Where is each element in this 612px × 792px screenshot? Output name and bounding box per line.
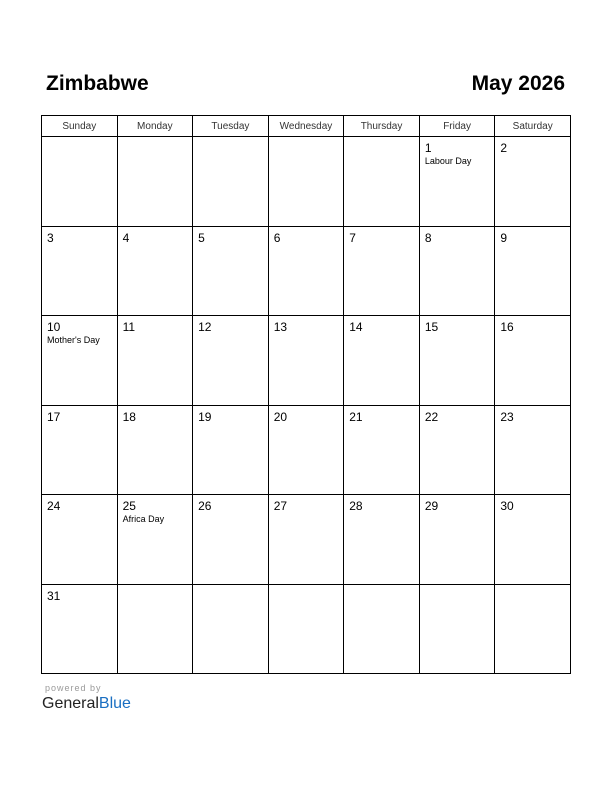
- day-number: 28: [349, 499, 363, 513]
- day-number: 25: [122, 499, 136, 513]
- day-number: 8: [424, 230, 432, 245]
- day-cell: [193, 226, 269, 316]
- day-cell: [117, 405, 193, 495]
- day-number: 24: [47, 499, 61, 513]
- weekday-header: Friday: [419, 116, 495, 137]
- weekday-header: Thursday: [344, 116, 420, 137]
- brand-blue-text: Blue: [98, 695, 131, 712]
- day-cell: [344, 584, 420, 674]
- day-cell: [117, 137, 193, 227]
- day-number: 31: [47, 588, 61, 603]
- day-number: 29: [424, 499, 439, 513]
- day-cell: [42, 405, 118, 495]
- week-row: [42, 584, 571, 674]
- day-cell: [193, 316, 269, 406]
- day-cell: [344, 405, 420, 495]
- holiday-label: Mother's Day: [47, 335, 100, 345]
- day-cell: [117, 584, 193, 674]
- day-number: 23: [500, 409, 514, 424]
- day-cell: [419, 405, 495, 495]
- day-number: 27: [273, 499, 288, 513]
- brand-general-text: General: [42, 695, 99, 712]
- day-cell: [193, 405, 269, 495]
- day-number: 17: [47, 409, 61, 424]
- calendar-grid: [41, 115, 571, 674]
- day-cell: [268, 495, 344, 585]
- day-cell: [42, 584, 118, 674]
- day-cell: [42, 226, 118, 316]
- day-cell: [268, 584, 344, 674]
- day-cell: [495, 584, 571, 674]
- powered-by-label: powered by: [45, 683, 102, 693]
- weekday-header-row: [42, 116, 571, 137]
- week-row: [42, 405, 571, 495]
- day-cell: [42, 316, 118, 406]
- day-number: 10: [47, 320, 61, 334]
- weekday-header: Tuesday: [193, 116, 269, 137]
- holiday-label: Africa Day: [122, 514, 165, 524]
- day-cell: [495, 137, 571, 227]
- day-cell: [419, 316, 495, 406]
- day-number: 20: [273, 409, 288, 424]
- day-cell: [268, 137, 344, 227]
- country-title: Zimbabwe: [46, 72, 149, 95]
- day-cell: [42, 137, 118, 227]
- weekday-header: Saturday: [495, 116, 571, 137]
- day-number: 15: [424, 320, 439, 334]
- day-cell: [193, 137, 269, 227]
- day-number: 7: [349, 230, 356, 245]
- day-number: 16: [500, 320, 514, 334]
- month-year-title: May 2026: [471, 72, 565, 95]
- weekday-header: Sunday: [42, 116, 118, 137]
- holiday-label: Labour Day: [424, 156, 472, 166]
- day-number: 3: [47, 230, 54, 245]
- week-row: [42, 495, 571, 585]
- day-cell: [268, 316, 344, 406]
- weekday-header: Wednesday: [268, 116, 344, 137]
- day-cell: [344, 226, 420, 316]
- day-number: 18: [122, 409, 136, 424]
- day-cell: [495, 316, 571, 406]
- day-cell: [117, 226, 193, 316]
- week-row: [42, 137, 571, 227]
- day-number: 21: [349, 409, 363, 424]
- day-cell: [495, 226, 571, 316]
- day-cell: [344, 495, 420, 585]
- day-number: 5: [198, 230, 205, 245]
- week-row: [42, 226, 571, 316]
- day-cell: [495, 405, 571, 495]
- day-number: 9: [500, 230, 508, 245]
- day-number: 11: [122, 320, 136, 334]
- day-number: 2: [500, 141, 508, 155]
- day-cell: [42, 495, 118, 585]
- day-cell: [419, 137, 495, 227]
- day-cell: [193, 584, 269, 674]
- week-row: [42, 316, 571, 406]
- day-cell: [268, 405, 344, 495]
- day-number: 30: [500, 499, 514, 513]
- day-cell: [268, 226, 344, 316]
- day-cell: [419, 584, 495, 674]
- day-cell: [344, 137, 420, 227]
- weekday-header: Monday: [117, 116, 193, 137]
- generalblue-logo[interactable]: [42, 694, 131, 714]
- day-number: 22: [424, 409, 439, 424]
- day-number: 14: [349, 320, 363, 334]
- day-cell: [344, 316, 420, 406]
- day-number: 26: [198, 499, 212, 513]
- day-cell: [193, 495, 269, 585]
- day-cell: [419, 495, 495, 585]
- day-number: 6: [273, 230, 281, 245]
- day-cell: [117, 316, 193, 406]
- day-cell: [117, 495, 193, 585]
- day-number: 1: [424, 141, 432, 155]
- day-number: 12: [198, 320, 212, 334]
- day-number: 13: [273, 320, 288, 334]
- day-number: 4: [122, 230, 130, 245]
- day-number: 19: [198, 409, 212, 424]
- day-cell: [419, 226, 495, 316]
- day-cell: [495, 495, 571, 585]
